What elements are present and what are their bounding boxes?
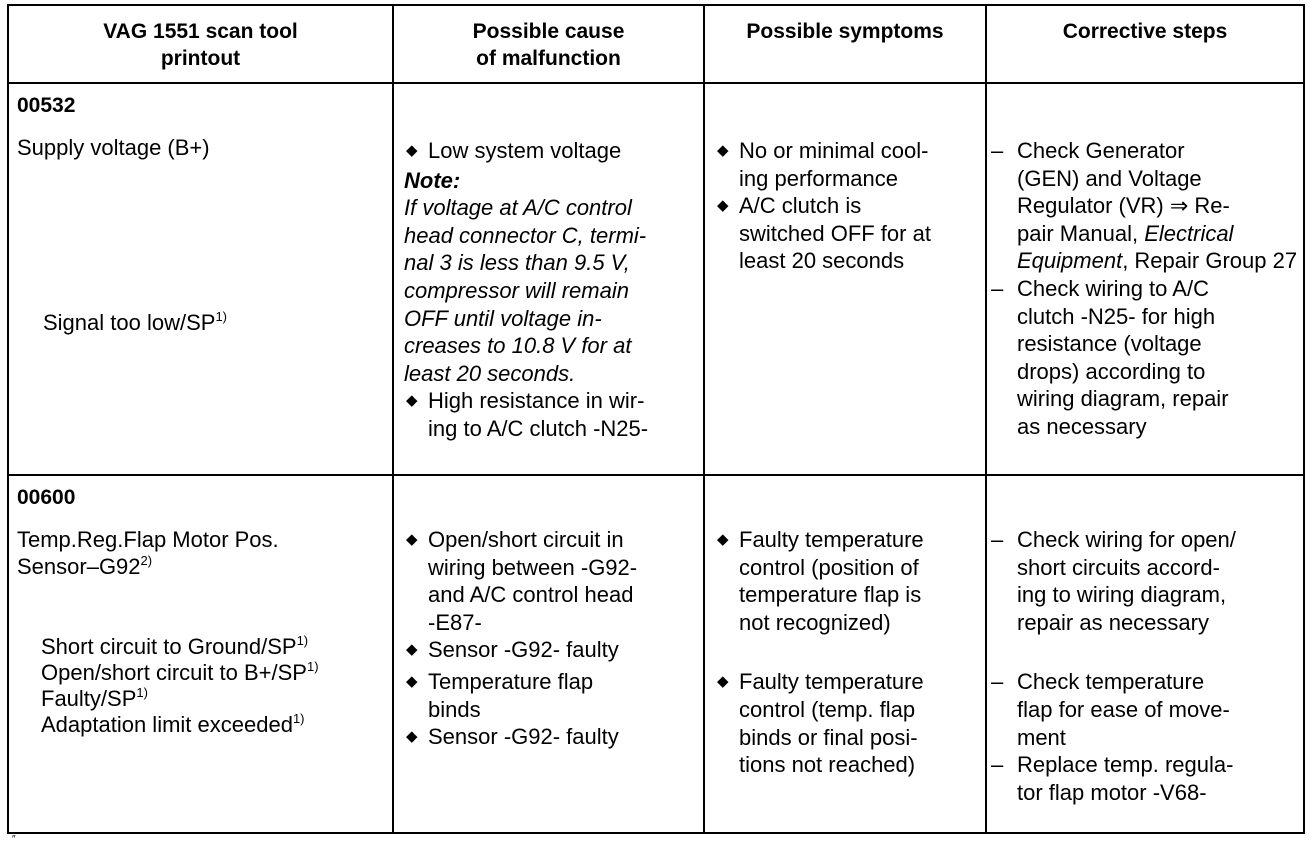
dash-icon: – (991, 275, 1004, 301)
cause-item: ◆ Sensor -G92- faulty (406, 637, 619, 663)
footnote-mark: ″ (12, 834, 16, 845)
cause-item: ◆ Open/short circuit in wiring between -G92- and A/C control head -E87- (406, 527, 638, 635)
bullet-icon: ◆ (717, 531, 729, 548)
cause-item: ◆ Low system voltage (406, 138, 622, 163)
row1-steps-cell (986, 83, 1304, 475)
step-item: – Check wiring for open/ short circuits accord- ing to wiring diagram, repair as necessary (991, 527, 1236, 635)
row2-symptom-cell (704, 475, 986, 833)
note-text: If voltage at A/C control head connector C, termi- nal 3 is less than 9.5 V, compressor will remain OFF until voltage in- creases to 10.8 V for at least 20 seconds. (404, 195, 647, 386)
row2-cause-cell (393, 475, 704, 833)
step-item: – Check temperature flap for ease of move- ment (991, 669, 1230, 750)
fault-type: Signal too low/SP$^{1)}$ (43, 309, 227, 335)
header-corrective-steps: Corrective steps (986, 5, 1304, 83)
table-row (8, 83, 1304, 475)
dash-icon: – (991, 527, 1004, 552)
cause-item: ◆ Sensor -G92- faulty (406, 724, 619, 750)
header-possible-symptoms: Possible symptoms (704, 5, 986, 83)
symptom-item: ◆ No or minimal cool- ing performance (717, 138, 929, 191)
bullet-icon: ◆ (406, 641, 418, 659)
component-name: Supply voltage (B+) (17, 134, 210, 160)
header-scan-tool-printout: VAG 1551 scan tool printout (8, 5, 393, 83)
bullet-icon: ◆ (717, 197, 729, 215)
step-item: – Check wiring to A/C clutch -N25- for high resistance (voltage drops) according to wiring diagram, repair as necessary (991, 275, 1229, 439)
cause-item: ◆ Temperature flap binds (406, 668, 594, 722)
bullet-icon: ◆ (717, 142, 729, 159)
symptom-item: ◆ A/C clutch is switched OFF for at least 20 seconds (717, 193, 931, 274)
row1-cause-cell (393, 83, 704, 475)
row2-printout-cell (8, 475, 393, 833)
header-possible-cause: Possible cause of malfunction (393, 5, 704, 83)
dash-icon: – (991, 752, 1004, 778)
symptom-item: ◆ Faulty temperature control (temp. flap binds or final posi- tions not reached) (717, 669, 924, 778)
fault-type: Short circuit to Ground/SP$^{1)}$ (41, 633, 309, 659)
fault-code-00532: 00532 (17, 94, 76, 117)
bullet-icon: ◆ (406, 142, 418, 159)
fault-types (41, 634, 319, 738)
fault-type: Faulty/SP$^{1)}$ (41, 685, 148, 711)
fault-table (7, 4, 1305, 834)
bullet-icon: ◆ (406, 392, 418, 410)
symptom-item: ◆ Faulty temperature control (position of temperature flap is not recognized) (717, 527, 924, 635)
component-name: Temp.Reg.Flap Motor Pos. Sensor–G92$^{2)}$ (17, 526, 279, 580)
step-item: – Replace temp. regula- tor flap motor -V68- (991, 752, 1234, 805)
row1-printout-cell (8, 83, 393, 475)
fault-code-00600: 00600 (17, 486, 76, 509)
row1-symptom-cell (704, 83, 986, 475)
dash-icon: – (991, 138, 1004, 163)
dash-icon: – (991, 669, 1004, 695)
cause-item: ◆ High resistance in wir- ing to A/C clutch -N25- (406, 388, 649, 441)
header-row (8, 5, 1304, 83)
note-heading: Note: (404, 167, 461, 193)
bullet-icon: ◆ (406, 728, 418, 746)
bullet-icon: ◆ (406, 672, 418, 690)
fault-type: Open/short circuit to $B+/SP^{1)}$ (41, 659, 319, 685)
row2-steps-cell (986, 475, 1304, 833)
bullet-icon: ◆ (406, 531, 418, 548)
bullet-icon: ◆ (717, 673, 729, 691)
fault-type: Adaptation limit exceeded$^{1)}$ (41, 711, 305, 737)
table-row (8, 475, 1304, 833)
step-item: – Check Generator (GEN) and Voltage Regulator (VR) ⇒ Re- pair Manual, Electrical Equipment, Repair Group 27 (991, 138, 1298, 274)
